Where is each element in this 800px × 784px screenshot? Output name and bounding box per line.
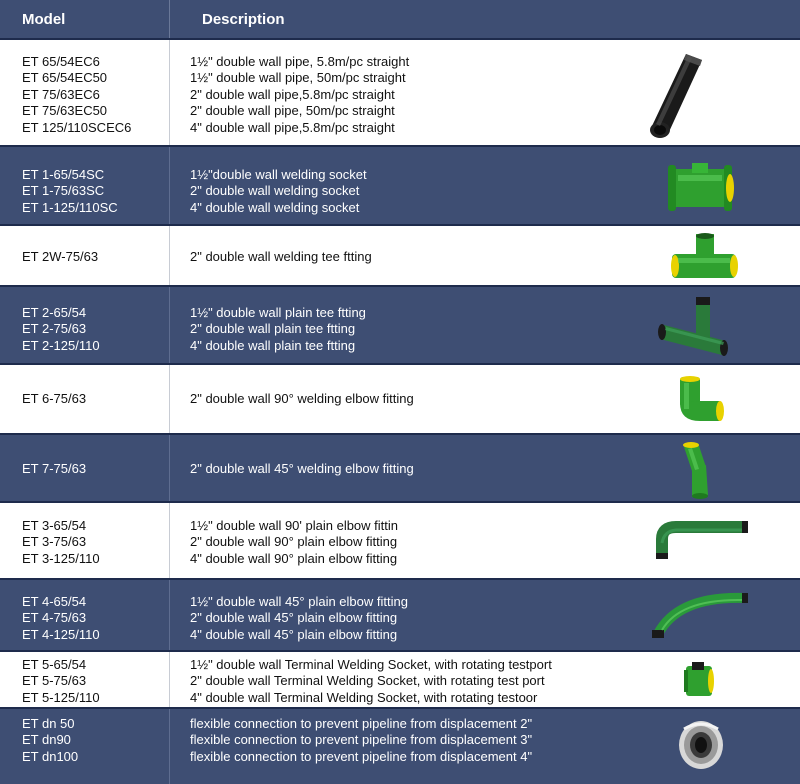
description-line: 4" double wall pipe,5.8m/pc straight [190,119,395,135]
terminal-socket-icon [682,660,716,702]
plain-45-bend-icon [648,586,754,642]
description-list [190,716,532,765]
header-model: Model [22,11,66,28]
description-line: 2" double wall plain tee ftting [190,321,356,337]
description-line: 2" double wall 90° plain elbow fitting [190,534,398,550]
description-line: 2" double wall welding tee ftting [190,249,372,264]
model-list [22,391,86,407]
model-code: ET 3-65/54 [22,518,87,533]
model-code: ET 4-65/54 [22,594,87,609]
table-row [0,650,800,707]
table-row [0,363,800,433]
flexible-connector-icon [676,717,726,773]
table-row [0,707,800,784]
model-code: ET 6-75/63 [22,391,87,406]
model-code: ET 2-75/63 [22,321,87,337]
model-list [22,305,100,354]
description-line: 4" double wall Terminal Welding Socket, with rotating testoor [190,689,538,705]
description-line: 1½" double wall pipe, 5.8m/pc straight [190,54,410,69]
description-line: 1½" double wall plain tee ftting [190,305,366,320]
model-code: ET 4-75/63 [22,610,87,626]
column-divider [169,365,170,433]
description-line: 1½" double wall pipe, 50m/pc straight [190,70,406,86]
table-header [0,0,800,38]
description-list [190,518,398,567]
description-line: 1½" double wall 45° plain elbow fitting [190,594,408,609]
model-code: ET 3-75/63 [22,534,87,550]
column-divider [169,287,170,363]
description-line: 2" double wall Terminal Welding Socket, with rotating test port [190,673,545,689]
model-code: ET dn 50 [22,716,75,731]
column-divider [169,580,170,650]
table-row [0,224,800,285]
description-line: 2" double wall pipe, 50m/pc straight [190,103,395,119]
black-pipe-icon [640,46,710,144]
description-list [190,167,367,216]
column-divider [169,503,170,578]
model-code: ET 5-75/63 [22,673,87,689]
description-line: flexible connection to prevent pipeline from displacement 4" [190,748,533,764]
header-divider [169,0,170,38]
column-divider [169,147,170,224]
model-list [22,461,86,477]
model-code: ET 1-65/54SC [22,167,105,182]
column-divider [169,709,170,784]
description-line: 2" double wall pipe,5.8m/pc straight [190,86,395,102]
green-90-elbow-icon [676,373,730,429]
model-code: ET dn100 [22,748,79,764]
header-description: Description [202,11,285,28]
description-line: 4" double wall 90° plain elbow fitting [190,550,398,566]
table-row [0,433,800,501]
model-code: ET 3-125/110 [22,550,100,566]
plain-90-elbow-icon [652,513,752,563]
column-divider [169,435,170,501]
description-line: 1½" double wall 90' plain elbow fittin [190,518,399,533]
green-socket-icon [664,159,736,217]
model-code: ET 125/110SCEC6 [22,119,132,135]
description-list [190,461,414,477]
description-line: flexible connection to prevent pipeline from displacement 3" [190,732,533,748]
model-list [22,657,100,706]
table-row [0,145,800,224]
description-line: 4" double wall welding socket [190,199,360,215]
model-list [22,167,118,216]
model-code: ET 75/63EC50 [22,103,108,119]
plain-tee-icon [656,295,746,359]
description-line: flexible connection to prevent pipeline from displacement 2" [190,716,533,731]
model-list [22,716,78,765]
model-code: ET 2-65/54 [22,305,87,320]
table-row [0,578,800,650]
model-code: ET 7-75/63 [22,461,87,476]
description-line: 2" double wall welding socket [190,183,360,199]
model-list [22,518,100,567]
column-divider [169,40,170,145]
table-row [0,285,800,363]
description-list [190,305,366,354]
description-list [190,594,408,643]
model-code: ET 1-125/110SC [22,199,118,215]
green-45-elbow-icon [680,441,720,501]
description-list [190,657,552,706]
model-code: ET 65/54EC6 [22,54,100,69]
table-row [0,38,800,145]
description-list [190,391,414,407]
model-code: ET 5-125/110 [22,689,100,705]
model-code: ET 2W-75/63 [22,249,99,264]
model-code: ET 1-75/63SC [22,183,105,199]
model-code: ET dn90 [22,732,71,748]
model-code: ET 75/63EC6 [22,86,100,102]
model-code: ET 5-65/54 [22,657,87,672]
model-code: ET 65/54EC50 [22,70,108,86]
column-divider [169,226,170,285]
description-list [190,54,409,136]
model-code: ET 2-125/110 [22,337,100,353]
model-code: ET 4-125/110 [22,626,100,642]
description-line: 4" double wall plain tee ftting [190,337,356,353]
table-row [0,501,800,578]
description-line: 1½"double wall welding socket [190,167,367,182]
description-line: 2" double wall 45° plain elbow fitting [190,610,398,626]
description-line: 4" double wall 45° plain elbow fitting [190,626,398,642]
model-list [22,249,98,265]
description-line: 2" double wall 45° welding elbow fitting [190,461,414,476]
description-line: 1½" double wall Terminal Welding Socket, with rotating testport [190,657,552,672]
column-divider [169,652,170,707]
green-welding-tee-icon [668,232,740,284]
model-list [22,594,100,643]
description-line: 2" double wall 90° welding elbow fitting [190,391,414,406]
model-list [22,54,131,136]
description-list [190,249,372,265]
